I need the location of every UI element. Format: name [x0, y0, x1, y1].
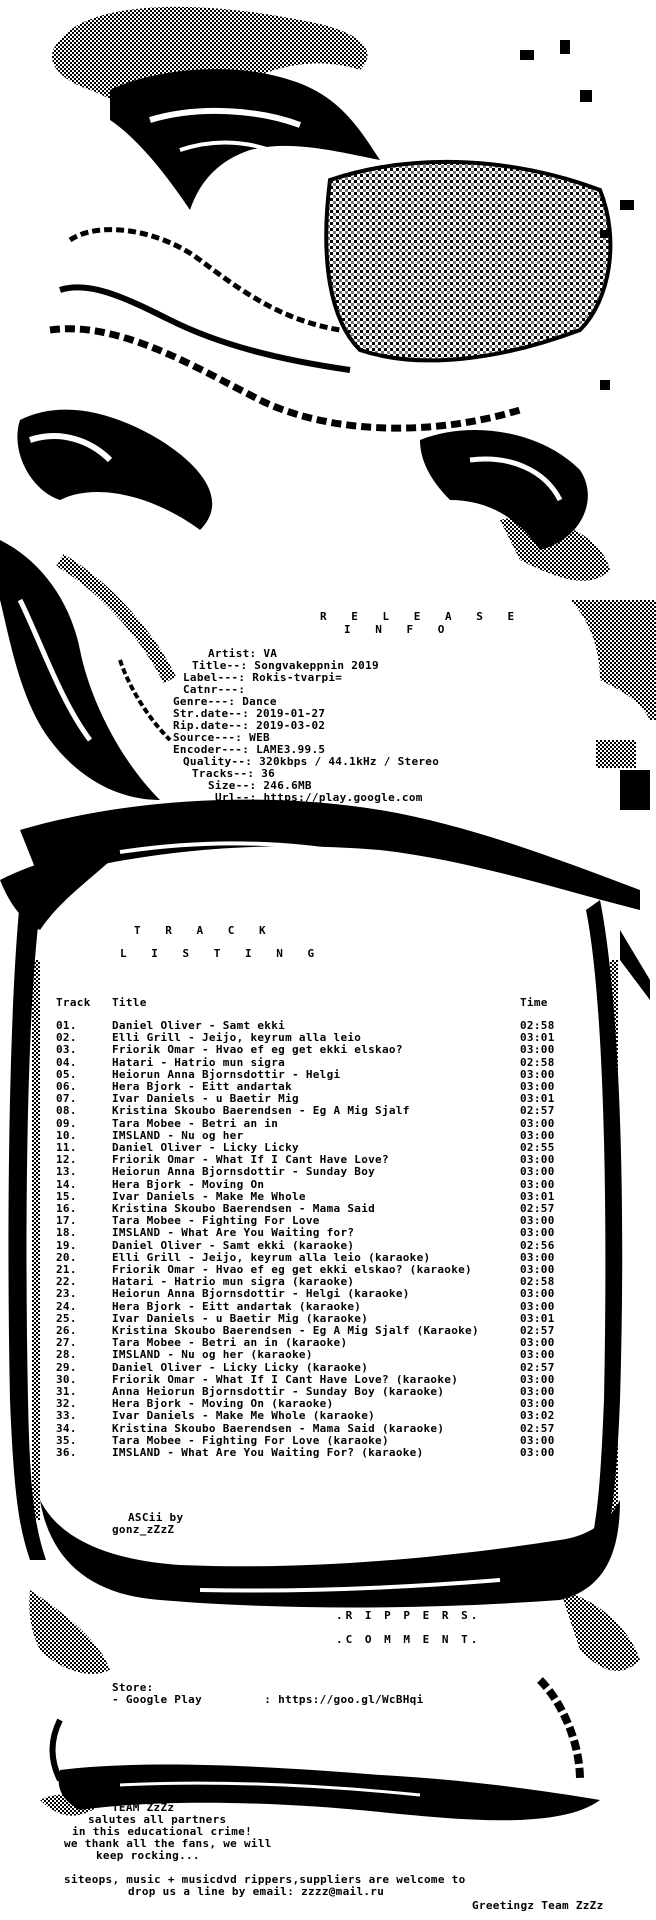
track-time: 03:00 [520, 1263, 555, 1276]
info-title: Title--: Songvakeppnin 2019 [192, 659, 379, 672]
track-time: 02:58 [520, 1275, 555, 1289]
track-title: IMSLAND - Nu og her [112, 1128, 244, 1142]
track-time: 03:00 [520, 1433, 555, 1447]
track-number: 23. [56, 1287, 77, 1301]
track-number: 02. [56, 1031, 77, 1045]
track-number: 01. [56, 1019, 77, 1032]
track-title: Heiorun Anna Bjornsdottir - Helgi [112, 1067, 341, 1081]
info-encoder: Encoder---: LAME3.99.5 [173, 743, 326, 756]
track-time: 02:56 [520, 1238, 555, 1252]
track-number: 07. [56, 1092, 77, 1106]
track-number: 13. [56, 1165, 77, 1179]
track-number: 33. [56, 1409, 77, 1423]
track-title: Hera Bjork - Eitt andartak [112, 1080, 292, 1093]
track-number: 20. [56, 1250, 77, 1264]
track-time: 02:57 [520, 1324, 555, 1337]
track-title: Friorik Omar - What If I Cant Have Love? [112, 1153, 389, 1167]
track-time: 03:00 [520, 1348, 555, 1362]
col-header-track: Track [56, 996, 91, 1009]
info-tracks: Tracks--: 36 [192, 767, 276, 780]
track-time: 02:58 [520, 1055, 555, 1069]
track-title: Ivar Daniels - u Baetir Mig (karaoke) [112, 1311, 369, 1325]
track-number: 10. [56, 1128, 77, 1142]
track-number: 14. [56, 1177, 77, 1191]
track-time: 02:57 [520, 1421, 555, 1435]
right-decoration-art [570, 600, 656, 810]
info-source: Source---: WEB [173, 731, 270, 744]
track-number: 18. [56, 1226, 77, 1240]
ascii-by-author: gonz_zZzZ [112, 1523, 175, 1536]
store-label: Store: [112, 1681, 154, 1694]
track-title: Kristina Skoubo Baerendsen - Mama Said [112, 1202, 376, 1215]
comment-heading: .C O M M E N T. [336, 1633, 481, 1646]
track-number: 22. [56, 1275, 77, 1289]
track-number: 21. [56, 1263, 77, 1276]
info-str-date: Str.date--: 2019-01-27 [173, 707, 326, 720]
info-url: Url--: https://play.google.com [215, 791, 423, 804]
track-time: 03:00 [520, 1336, 555, 1350]
footer-team: TEAM ZzZz [112, 1801, 175, 1814]
track-title: IMSLAND - Nu og her (karaoke) [112, 1348, 313, 1362]
track-number: 31. [56, 1385, 77, 1398]
track-number: 25. [56, 1311, 77, 1325]
track-number: 05. [56, 1067, 77, 1081]
track-number: 04. [56, 1055, 77, 1069]
track-number: 09. [56, 1116, 77, 1130]
footer-greetings: Greetingz Team ZzZz [472, 1899, 604, 1912]
track-title: Daniel Oliver - Licky Licky (karaoke) [112, 1360, 369, 1374]
track-time: 02:57 [520, 1202, 555, 1215]
track-title: Friorik Omar - Hvao ef eg get ekki elskao? (karaoke) [112, 1263, 472, 1276]
track-number: 34. [56, 1421, 77, 1435]
track-number: 19. [56, 1238, 77, 1252]
track-time: 03:00 [520, 1446, 555, 1459]
track-title: Hatari - Hatrio mun sigra (karaoke) [112, 1275, 355, 1289]
track-time: 03:00 [520, 1080, 555, 1093]
track-number: 08. [56, 1104, 77, 1118]
info-artist: Artist: VA [208, 647, 278, 660]
footer-salutes: salutes all partners [88, 1813, 227, 1826]
track-title: Daniel Oliver - Samt ekki [112, 1019, 286, 1032]
track-number: 17. [56, 1214, 77, 1228]
track-number: 36. [56, 1446, 77, 1459]
track-time: 02:57 [520, 1360, 555, 1374]
track-title: Hera Bjork - Moving On [112, 1177, 265, 1191]
track-time: 03:00 [520, 1177, 555, 1191]
footer-thanks: we thank all the fans, we will [64, 1837, 272, 1850]
track-number: 03. [56, 1043, 77, 1057]
track-time: 02:58 [520, 1019, 555, 1032]
track-number: 11. [56, 1141, 77, 1154]
track-time: 03:00 [520, 1214, 555, 1228]
release-info-heading: R E L E A S E [320, 610, 524, 623]
track-time: 03:01 [520, 1311, 555, 1325]
col-header-title: Title [112, 996, 147, 1009]
track-title: Daniel Oliver - Samt ekki (karaoke) [112, 1238, 355, 1252]
track-time: 02:55 [520, 1141, 555, 1154]
track-number: 27. [56, 1336, 77, 1350]
track-time: 03:00 [520, 1153, 555, 1167]
rippers-heading: .R I P P E R S. [336, 1609, 481, 1622]
footer-email: drop us a line by email: zzzz@mail.ru [128, 1885, 385, 1898]
track-title: Kristina Skoubo Baerendsen - Mama Said (karaoke) [112, 1421, 445, 1435]
girl-portrait-art [17, 7, 634, 581]
track-title: Heiorun Anna Bjornsdottir - Helgi (karaoke) [112, 1287, 410, 1301]
track-number: 35. [56, 1433, 77, 1447]
track-time: 03:00 [520, 1385, 555, 1398]
track-time: 03:02 [520, 1409, 555, 1423]
track-number: 06. [56, 1080, 77, 1093]
ascii-by-label: ASCii by [128, 1511, 184, 1524]
track-number: 26. [56, 1324, 77, 1337]
track-title: Kristina Skoubo Baerendsen - Eg A Mig Sjalf [112, 1104, 410, 1118]
footer-rocking: keep rocking... [96, 1849, 200, 1862]
footer-siteops: siteops, music + musicdvd rippers,suppliers are welcome to [64, 1873, 466, 1886]
track-title: Daniel Oliver - Licky Licky [112, 1141, 299, 1154]
track-time: 03:00 [520, 1165, 555, 1179]
track-number: 16. [56, 1202, 77, 1215]
track-number: 29. [56, 1360, 77, 1374]
track-title: IMSLAND - What Are You Waiting for? [112, 1226, 355, 1240]
track-title: Heiorun Anna Bjornsdottir - Sunday Boy [112, 1165, 376, 1179]
track-number: 15. [56, 1189, 77, 1203]
track-number: 24. [56, 1299, 77, 1313]
track-number: 32. [56, 1397, 77, 1411]
track-time: 03:01 [520, 1189, 555, 1203]
info-quality: Quality--: 320kbps / 44.1kHz / Stereo [183, 755, 440, 768]
left-swirl-art [0, 540, 170, 800]
track-title: Ivar Daniels - u Baetir Mig [112, 1092, 299, 1106]
release-info-subheading: I N F O [344, 623, 454, 636]
track-time: 03:01 [520, 1092, 555, 1106]
store-google-play: - Google Play : https://goo.gl/WcBHqi [112, 1693, 424, 1706]
track-title: Hatari - Hatrio mun sigra [112, 1055, 286, 1069]
track-title: Anna Heiorun Bjornsdottir - Sunday Boy (karaoke) [112, 1385, 445, 1398]
track-title: Tara Mobee - Fighting For Love [112, 1214, 320, 1228]
track-title: Kristina Skoubo Baerendsen - Eg A Mig Sjalf (Karaoke) [112, 1324, 479, 1337]
info-rip-date: Rip.date--: 2019-03-02 [173, 719, 326, 732]
track-number: 28. [56, 1348, 77, 1362]
track-listing-heading: T R A C K [134, 924, 275, 937]
track-time: 03:00 [520, 1372, 555, 1386]
track-time: 03:00 [520, 1226, 555, 1240]
track-title: Ivar Daniels - Make Me Whole (karaoke) [112, 1409, 376, 1423]
track-title: Ivar Daniels - Make Me Whole [112, 1189, 306, 1203]
info-size: Size--: 246.6MB [208, 779, 312, 792]
track-time: 03:01 [520, 1031, 555, 1045]
track-title: Hera Bjork - Eitt andartak (karaoke) [112, 1299, 362, 1313]
track-listing-subheading: L I S T I N G [120, 947, 324, 960]
track-time: 03:00 [520, 1299, 555, 1313]
track-time: 02:57 [520, 1104, 555, 1118]
track-time: 03:00 [520, 1287, 555, 1301]
swoosh-divider-middle [40, 1500, 620, 1608]
swoosh-divider-top [0, 800, 640, 930]
track-time: 03:00 [520, 1397, 555, 1411]
col-header-time: Time [520, 996, 548, 1009]
info-label: Label---: Rokis-tvarpi= [183, 671, 343, 684]
track-time: 03:00 [520, 1128, 555, 1142]
track-title: Elli Grill - Jeijo, keyrum alla leio [112, 1031, 362, 1045]
track-title: Tara Mobee - Betri an in (karaoke) [112, 1336, 348, 1350]
track-time: 03:00 [520, 1116, 555, 1130]
info-genre: Genre---: Dance [173, 695, 277, 708]
track-time: 03:00 [520, 1250, 555, 1264]
track-title: Elli Grill - Jeijo, keyrum alla leio (karaoke) [112, 1250, 431, 1264]
track-number: 30. [56, 1372, 77, 1386]
track-title: Tara Mobee - Fighting For Love (karaoke) [112, 1433, 389, 1447]
track-number: 12. [56, 1153, 77, 1167]
track-time: 03:00 [520, 1067, 555, 1081]
track-time: 03:00 [520, 1043, 555, 1057]
track-title: IMSLAND - What Are You Waiting For? (karaoke) [112, 1446, 424, 1459]
footer-crime: in this educational crime! [72, 1825, 252, 1838]
track-title: Tara Mobee - Betri an in [112, 1116, 279, 1130]
track-title: Hera Bjork - Moving On (karaoke) [112, 1397, 334, 1411]
track-title: Friorik Omar - Hvao ef eg get ekki elskao? [112, 1043, 403, 1057]
track-title: Friorik Omar - What If I Cant Have Love? (karaoke) [112, 1372, 459, 1386]
info-catnr: Catnr---: [183, 683, 246, 696]
